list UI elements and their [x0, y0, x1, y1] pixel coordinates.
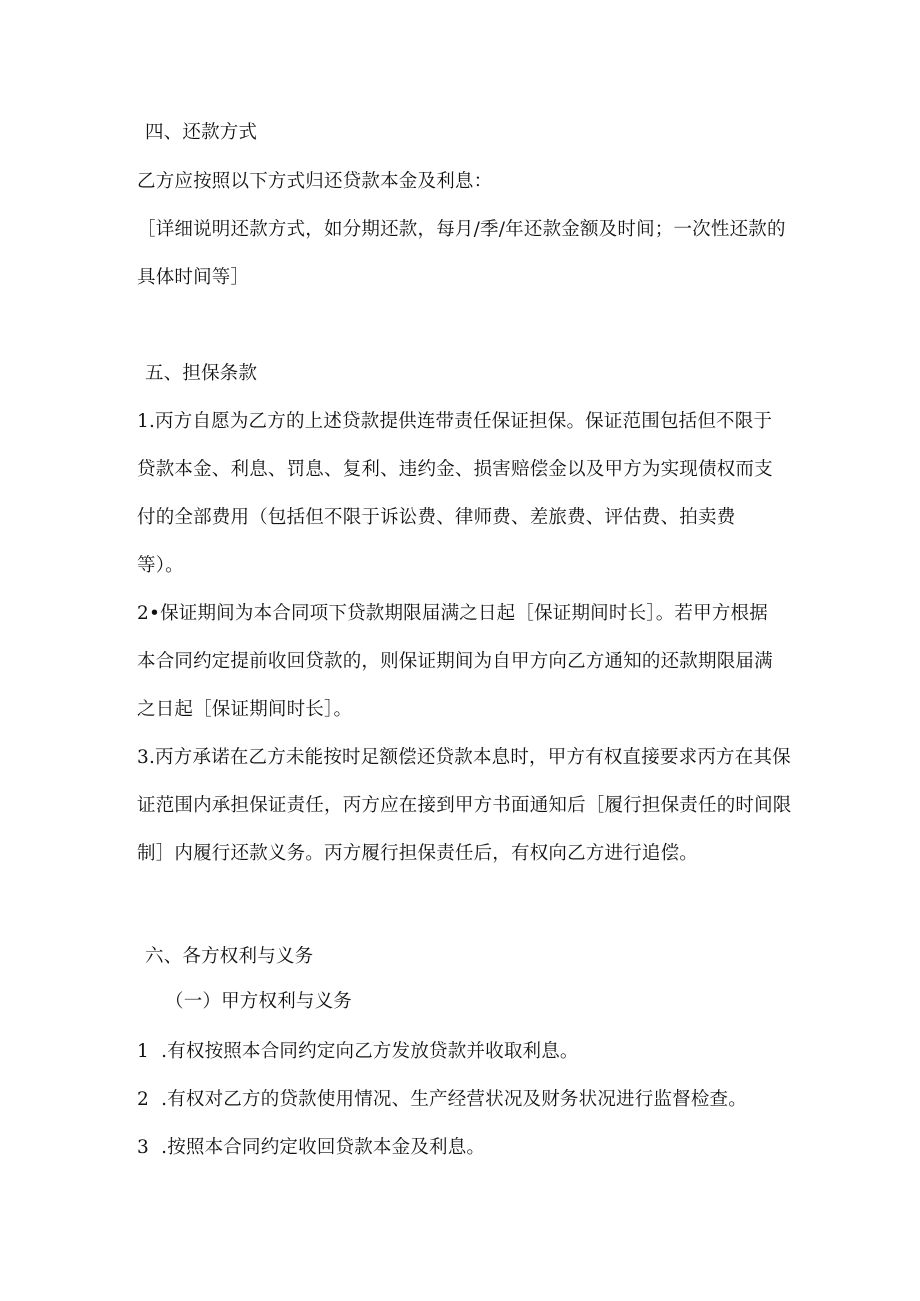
section-5-heading: 五、担保条款 — [145, 363, 258, 384]
section-4-intro: 乙方应按照以下方式归还贷款本金及利息： — [137, 171, 493, 192]
section-5-clause-1-line-4: 等）。 — [137, 555, 184, 576]
section-6-item-3: 3 .按照本合同约定收回贷款本金及利息。 — [137, 1137, 486, 1158]
section-5-clause-3-line-3: 制］内履行还款义务。丙方履行担保责任后，有权向乙方进行追偿。 — [137, 843, 699, 864]
section-5-clause-3-line-2: 证范围内承担保证责任，丙方应在接到甲方书面通知后［履行担保责任的时间限 — [137, 795, 792, 816]
section-6-sub-heading: （一）甲方权利与义务 — [165, 991, 353, 1012]
section-6-heading: 六、各方权利与义务 — [145, 946, 314, 967]
section-6-item-1: 1 .有权按照本合同约定向乙方发放贷款并收取利息。 — [137, 1041, 579, 1062]
section-4-heading: 四、还款方式 — [145, 122, 258, 143]
section-5-clause-1-line-3: 付的全部费用（包括但不限于诉讼费、律师费、差旅费、评估费、拍卖费 — [137, 507, 736, 528]
section-4-detail-line-2: 具体时间等］ — [137, 267, 250, 288]
section-4-detail-line-1: ［详细说明还款方式，如分期还款，每月/季/年还款金额及时间；一次性还款的 — [137, 219, 786, 240]
section-5-clause-2-line-2: 本合同约定提前收回贷款的，则保证期间为自甲方向乙方通知的还款期限届满 — [137, 651, 773, 672]
section-6-item-2: 2 .有权对乙方的贷款使用情况、生产经营状况及财务状况进行监督检查。 — [137, 1089, 747, 1110]
section-5-clause-1-line-2: 贷款本金、利息、罚息、复利、违约金、损害赔偿金以及甲方为实现债权而支 — [137, 459, 773, 480]
section-5-clause-2-line-3: 之日起［保证期间时长］。 — [137, 699, 353, 720]
section-5-clause-3-line-1: 3.丙方承诺在乙方未能按时足额偿还贷款本息时，甲方有权直接要求丙方在其保 — [137, 747, 791, 768]
section-5-clause-2-line-1: 2•保证期间为本合同项下贷款期限届满之日起［保证期间时长］。若甲方根据 — [137, 603, 768, 624]
section-5-clause-1-line-1: 1.丙方自愿为乙方的上述贷款提供连带责任保证担保。保证范围包括但不限于 — [137, 411, 773, 432]
